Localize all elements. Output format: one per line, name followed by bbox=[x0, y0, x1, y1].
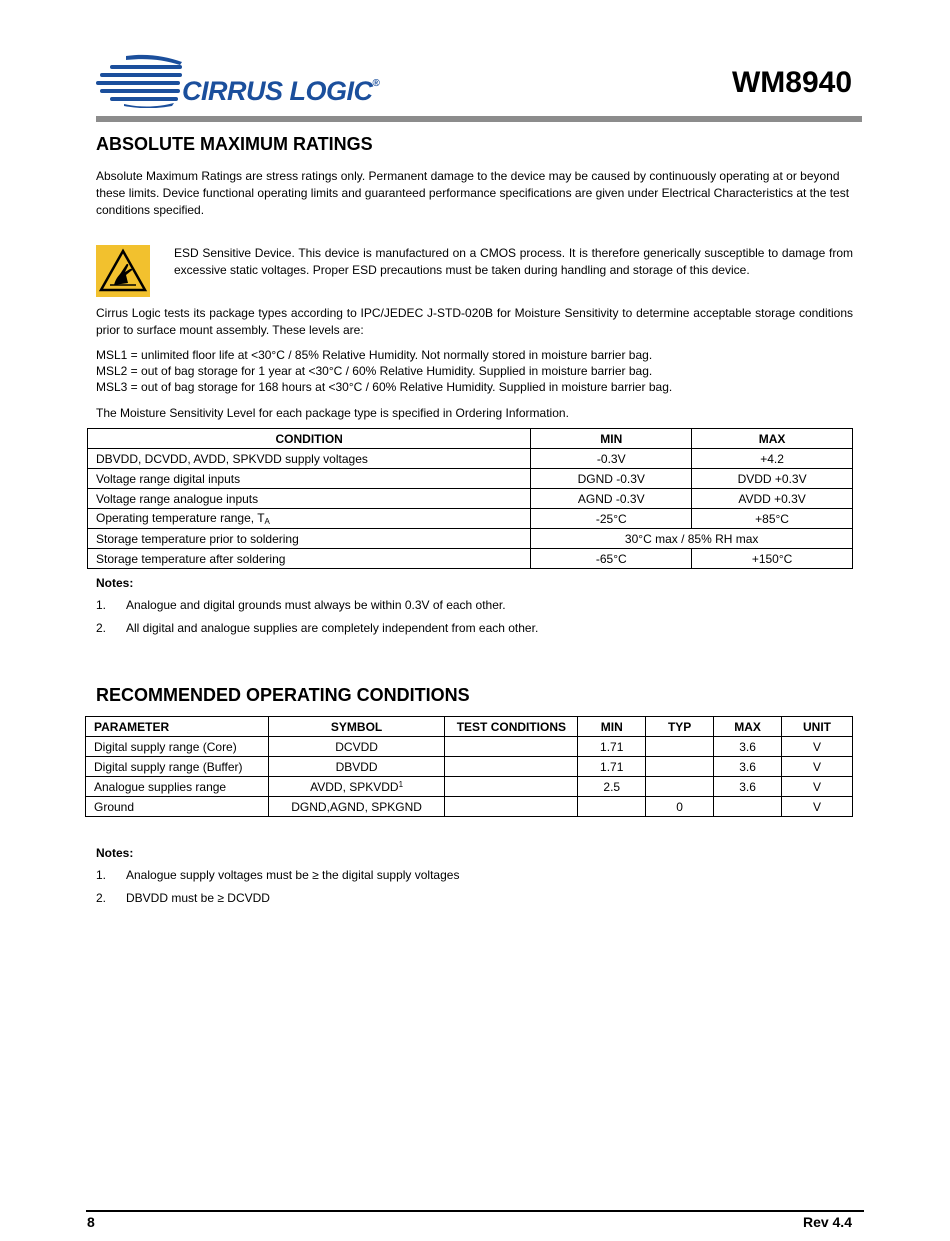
cell-test bbox=[445, 737, 578, 757]
cell-unit: V bbox=[782, 737, 853, 757]
cell-symbol: DGND,AGND, SPKGND bbox=[268, 797, 445, 817]
roc-note-2: 2. DBVDD must be ≥ DCVDD bbox=[96, 891, 270, 905]
cell-parameter: Analogue supplies range bbox=[86, 777, 269, 797]
cell-typ bbox=[646, 757, 714, 777]
roc-note-1: 1. Analogue supply voltages must be ≥ the digital supply voltages bbox=[96, 868, 460, 882]
table-row bbox=[86, 757, 853, 777]
cell-min: -0.3V bbox=[531, 449, 692, 469]
cell-symbol: DBVDD bbox=[268, 757, 445, 777]
cell-unit: V bbox=[782, 797, 853, 817]
cell-parameter: Digital supply range (Core) bbox=[86, 737, 269, 757]
abs-max-notes-title: Notes: bbox=[96, 576, 134, 590]
table-row bbox=[86, 737, 853, 757]
msl1-text: MSL1 = unlimited floor life at <30°C / 85% Relative Humidity. Not normally stored in moisture barrier bag. bbox=[96, 348, 653, 362]
cell-max: DVDD +0.3V bbox=[692, 469, 853, 489]
section-title-absolute-maximum: ABSOLUTE MAXIMUM RATINGS bbox=[96, 134, 373, 154]
msl2-text: MSL2 = out of bag storage for 1 year at <30°C / 60% Relative Humidity. Supplied in moisture barrier bag. bbox=[96, 364, 653, 378]
cell-max: +85°C bbox=[692, 509, 853, 529]
section-title-recommended: RECOMMENDED OPERATING CONDITIONS bbox=[96, 685, 470, 705]
header-min: MIN bbox=[578, 717, 646, 737]
cell-min: -25°C bbox=[531, 509, 692, 529]
header-max: MAX bbox=[692, 429, 853, 449]
absolute-maximum-table bbox=[87, 428, 853, 569]
cell-min: 2.5 bbox=[578, 777, 646, 797]
footer-rule bbox=[86, 1210, 864, 1212]
roc-notes-title: Notes: bbox=[96, 846, 134, 860]
cell-min: 1.71 bbox=[578, 757, 646, 777]
cell-max: 3.6 bbox=[714, 777, 782, 797]
cell-min: DGND -0.3V bbox=[531, 469, 692, 489]
cell-merged-range: 30°C max / 85% RH max bbox=[531, 529, 853, 549]
table-row bbox=[86, 777, 853, 797]
table-row bbox=[88, 529, 853, 549]
cell-max: 3.6 bbox=[714, 757, 782, 777]
esd-text: ESD Sensitive Device. This device is manufactured on a CMOS process. It is therefore generically susceptible to damage from excessive static voltages. Proper ESD precautions must be taken during handling and storage of this device. bbox=[174, 246, 853, 277]
cell-condition: Storage temperature prior to soldering bbox=[88, 529, 531, 549]
cell-symbol: DCVDD bbox=[268, 737, 445, 757]
recommended-operating-table bbox=[85, 716, 853, 817]
cell-unit: V bbox=[782, 777, 853, 797]
msl-intro: Cirrus Logic tests its package types according to IPC/JEDEC J-STD-020B for Moisture Sensitivity to determine acceptable storage conditions prior to surface mount assembly. These levels are: bbox=[96, 306, 853, 337]
header-parameter: PARAMETER bbox=[86, 717, 269, 737]
header-unit: UNIT bbox=[782, 717, 853, 737]
table-row bbox=[88, 469, 853, 489]
msl-note: The Moisture Sensitivity Level for each package type is specified in Ordering Information. bbox=[96, 406, 569, 420]
abs-max-note-2: 2. All digital and analogue supplies are completely independent from each other. bbox=[96, 621, 539, 635]
cell-min bbox=[578, 797, 646, 817]
cell-max: 3.6 bbox=[714, 737, 782, 757]
table-row bbox=[88, 509, 853, 529]
cell-parameter: Digital supply range (Buffer) bbox=[86, 757, 269, 777]
cell-symbol: AVDD, SPKVDD$^1$ bbox=[268, 777, 445, 797]
header-rule bbox=[96, 116, 862, 122]
table-header-row bbox=[86, 717, 853, 737]
revision-label: Rev 4.4 bbox=[802, 1214, 852, 1230]
cell-min: 1.71 bbox=[578, 737, 646, 757]
cell-parameter: Ground bbox=[86, 797, 269, 817]
cell-max bbox=[714, 797, 782, 817]
header-test-conditions: TEST CONDITIONS bbox=[445, 717, 578, 737]
cell-typ: 0 bbox=[646, 797, 714, 817]
header-max: MAX bbox=[714, 717, 782, 737]
cell-max: AVDD +0.3V bbox=[692, 489, 853, 509]
cirrus-logo-stripes-icon bbox=[96, 54, 188, 108]
table-row bbox=[88, 549, 853, 569]
table-row bbox=[88, 449, 853, 469]
cell-min: -65°C bbox=[531, 549, 692, 569]
cell-condition: Voltage range digital inputs bbox=[88, 469, 531, 489]
cell-test bbox=[445, 777, 578, 797]
cell-condition: DBVDD, DCVDD, AVDD, SPKVDD supply voltages bbox=[88, 449, 531, 469]
cell-typ bbox=[646, 737, 714, 757]
esd-warning-icon bbox=[96, 245, 150, 297]
cell-typ bbox=[646, 777, 714, 797]
cell-min: AGND -0.3V bbox=[531, 489, 692, 509]
header-min: MIN bbox=[531, 429, 692, 449]
msl3-text: MSL3 = out of bag storage for 168 hours at <30°C / 60% Relative Humidity. Supplied in moisture barrier bag. bbox=[96, 380, 673, 394]
cell-condition: Storage temperature after soldering bbox=[88, 549, 531, 569]
cell-test bbox=[445, 757, 578, 777]
abs-max-intro: Absolute Maximum Ratings are stress ratings only. Permanent damage to the device may be caused by continuously operating at or beyond these limits. Device functional operating limits and guaranteed performance specifications are given under Electrical Characteristics at the test conditions specified. bbox=[96, 169, 850, 217]
cell-unit: V bbox=[782, 757, 853, 777]
cell-max: +150°C bbox=[692, 549, 853, 569]
part-number: WM8940 bbox=[731, 66, 852, 99]
table-row bbox=[86, 797, 853, 817]
table-row bbox=[88, 489, 853, 509]
header-typ: TYP bbox=[646, 717, 714, 737]
header-condition: CONDITION bbox=[88, 429, 531, 449]
cell-test bbox=[445, 797, 578, 817]
header-symbol: SYMBOL bbox=[268, 717, 445, 737]
page-number: 8 bbox=[87, 1214, 95, 1230]
cirrus-logic-logo bbox=[96, 54, 396, 110]
table-header-row bbox=[88, 429, 853, 449]
cell-max: +4.2 bbox=[692, 449, 853, 469]
abs-max-note-1: 1. Analogue and digital grounds must always be within 0.3V of each other. bbox=[96, 598, 506, 612]
logo-wordmark: CIRRUS LOGIC® bbox=[182, 76, 380, 106]
cell-condition: Voltage range analogue inputs bbox=[88, 489, 531, 509]
cell-condition: Operating temperature range, $T_A$ bbox=[88, 509, 531, 529]
